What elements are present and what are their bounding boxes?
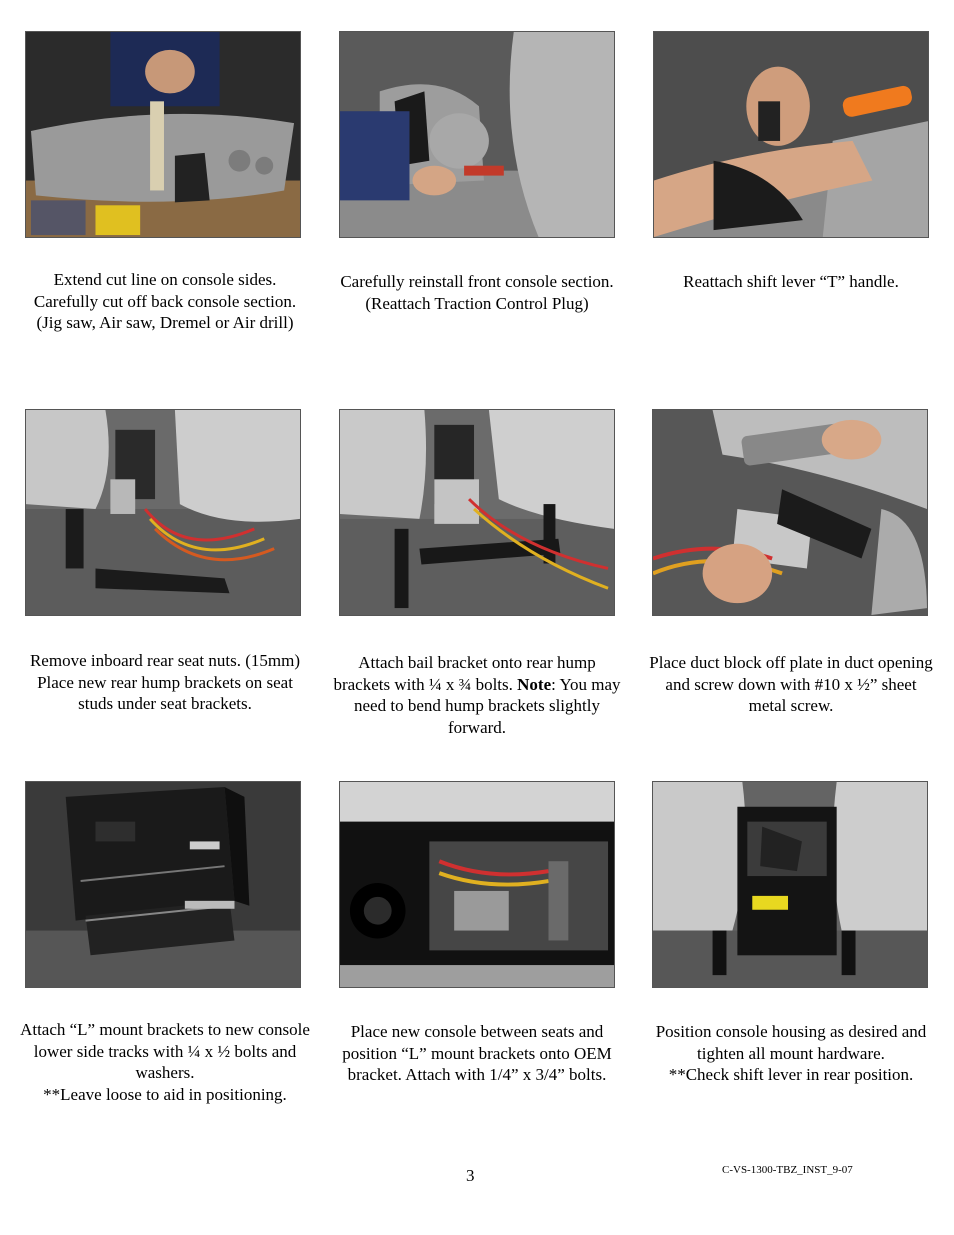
- step-5-caption: [332, 652, 622, 738]
- step-2-caption-line-1: Carefully reinstall front console section.: [340, 272, 614, 291]
- step-7-caption-line-2: **Leave loose to aid in positioning.: [43, 1084, 287, 1104]
- step-8-caption: Place new console between seats and position “L” mount brackets onto OEM bracket. Attach with 1/4” x 3/4” bolts.: [342, 1022, 612, 1084]
- step-3-photo: [653, 31, 929, 238]
- step-5-note-label: Note: [517, 674, 552, 694]
- step-5-note-text: : You may need to bend hump brackets slightly forward.: [354, 674, 621, 737]
- step-9-caption: [646, 1021, 936, 1086]
- step-6-photo: [652, 409, 928, 616]
- page-number: 3: [466, 1166, 475, 1185]
- step-4-photo: [25, 409, 301, 616]
- step-7-photo: [25, 781, 301, 988]
- step-2-caption-line-2: (Reattach Traction Control Plug): [365, 293, 589, 313]
- step-2-caption: [332, 271, 622, 314]
- step-5-caption-text: Attach bail bracket onto rear hump brackets with ¼ x ¾ bolts.: [333, 653, 596, 694]
- step-2-photo: [339, 31, 615, 238]
- step-8-photo: [339, 781, 615, 988]
- step-1-caption: Extend cut line on console sides. Carefully cut off back console section. (Jig saw, Air saw, Dremel or Air drill): [33, 270, 297, 332]
- step-7-caption-line-1: Attach “L” mount brackets to new console lower side tracks with ¼ x ½ bolts and washers.: [20, 1020, 310, 1082]
- step-4-caption: Remove inboard rear seat nuts. (15mm) Place new rear hump brackets on seat studs under seat brackets.: [29, 651, 301, 713]
- step-9-photo: [652, 781, 928, 988]
- document-code: C-VS-1300-TBZ_INST_9-07: [722, 1164, 853, 1176]
- step-9-caption-line-1: Position console housing as desired and tighten all mount hardware.: [655, 1022, 927, 1063]
- step-6-caption: Place duct block off plate in duct opening and screw down with #10 x ½” sheet metal screw.: [649, 653, 933, 715]
- step-9-caption-line-2: **Check shift lever in rear position.: [668, 1065, 914, 1084]
- step-1-photo: [25, 31, 301, 238]
- step-7-caption: [20, 1019, 310, 1105]
- step-5-photo: [339, 409, 615, 616]
- step-3-caption: Reattach shift lever “T” handle.: [683, 272, 899, 291]
